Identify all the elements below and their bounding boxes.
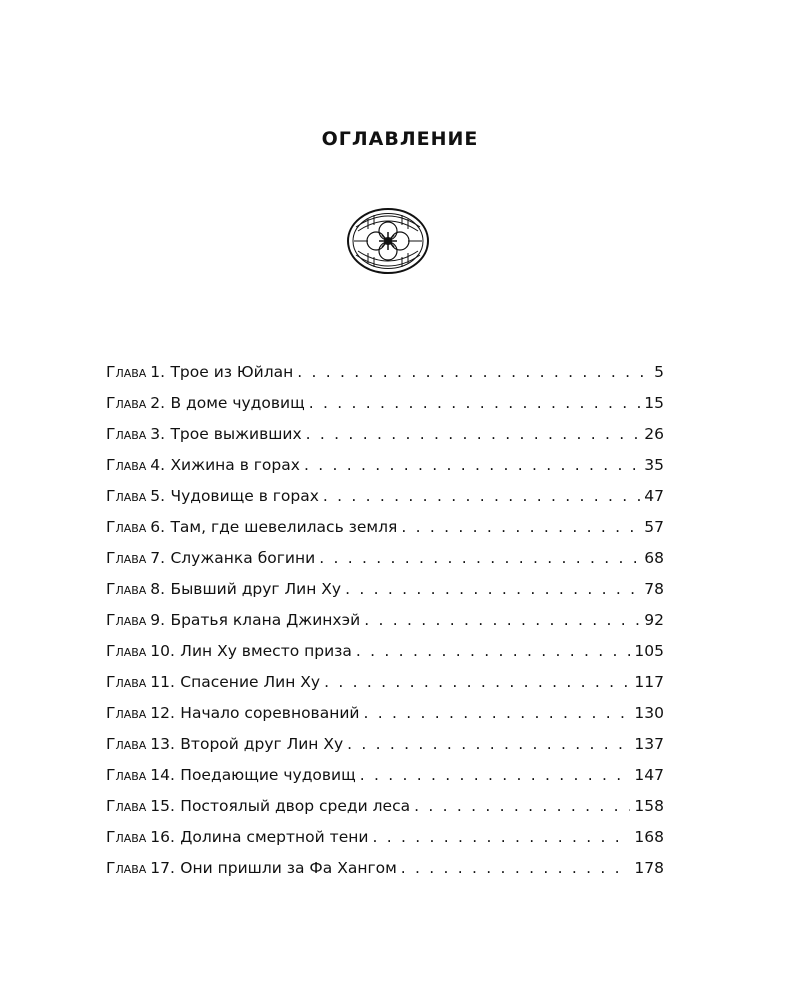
chapter-label: Глава (106, 549, 147, 567)
chapter-title: Трое из Юйлан (170, 363, 294, 381)
chapter-title: В доме чудовищ (170, 394, 305, 412)
chapter-title: Лин Ху вместо приза (180, 642, 352, 660)
toc-entry[interactable] (106, 580, 664, 611)
chapter-title: Они пришли за Фа Хангом (180, 859, 397, 877)
chapter-title: Долина смертной тени (180, 828, 369, 846)
chapter-label: Глава (106, 394, 147, 412)
toc-entry[interactable] (106, 766, 664, 797)
toc-entry[interactable] (106, 363, 664, 394)
chapter-label: Глава (106, 859, 147, 877)
toc-entry[interactable] (106, 673, 664, 704)
toc-list (106, 363, 664, 890)
page-number: 78 (644, 580, 664, 598)
chapter-label: Глава (106, 425, 147, 443)
dot-leader (363, 704, 630, 722)
chapter-number: 2 (150, 394, 161, 412)
chapter-label: Глава (106, 797, 147, 815)
page-number: 26 (644, 425, 664, 443)
toc-entry[interactable] (106, 797, 664, 828)
chapter-title: Начало соревнований (180, 704, 360, 722)
dot-leader (306, 425, 641, 443)
chapter-number-separator: . (160, 425, 166, 443)
chapter-number: 12 (150, 704, 170, 722)
chapter-label: Глава (106, 456, 147, 474)
chapter-number-separator: . (169, 642, 175, 660)
chapter-number: 1 (150, 363, 161, 381)
dot-leader (401, 859, 631, 877)
dot-leader (364, 611, 640, 629)
chapter-number-separator: . (169, 859, 175, 877)
chapter-number-separator: . (169, 766, 175, 784)
chapter-number-separator: . (160, 487, 166, 505)
page-number: 168 (634, 828, 664, 846)
dot-leader (304, 456, 640, 474)
chapter-label: Глава (106, 487, 147, 505)
toc-entry[interactable] (106, 394, 664, 425)
page-title: ОГЛАВЛЕНИЕ (321, 128, 479, 150)
toc-entry[interactable] (106, 642, 664, 673)
toc-entry[interactable] (106, 828, 664, 859)
chapter-title: Трое выживших (170, 425, 302, 443)
page-number: 35 (644, 456, 664, 474)
chapter-number: 16 (150, 828, 170, 846)
dot-leader (356, 642, 630, 660)
chapter-number-separator: . (160, 611, 166, 629)
chapter-number-separator: . (169, 797, 175, 815)
page-number: 57 (644, 518, 664, 536)
chapter-number: 15 (150, 797, 170, 815)
chapter-number: 6 (150, 518, 161, 536)
toc-entry[interactable] (106, 487, 664, 518)
page-number: 5 (654, 363, 664, 381)
page-number: 105 (634, 642, 664, 660)
page-number: 178 (634, 859, 664, 877)
toc-entry[interactable] (106, 704, 664, 735)
chapter-label: Глава (106, 828, 147, 846)
chapter-title: Чудовище в горах (170, 487, 319, 505)
medallion-icon (346, 207, 430, 275)
toc-entry[interactable] (106, 456, 664, 487)
chapter-label: Глава (106, 611, 147, 629)
toc-entry[interactable] (106, 518, 664, 549)
chapter-title: Братья клана Джинхэй (170, 611, 361, 629)
chapter-title: Постоялый двор среди леса (180, 797, 411, 815)
dot-leader (323, 487, 640, 505)
dot-leader (401, 518, 640, 536)
dot-leader (414, 797, 630, 815)
chapter-number: 3 (150, 425, 161, 443)
chapter-number: 5 (150, 487, 161, 505)
chapter-label: Глава (106, 766, 147, 784)
chapter-number: 17 (150, 859, 170, 877)
chapter-label: Глава (106, 363, 147, 381)
chapter-title: Там, где шевелилась земля (170, 518, 398, 536)
chapter-title: Бывший друг Лин Ху (170, 580, 342, 598)
dot-leader (309, 394, 641, 412)
page-number: 147 (634, 766, 664, 784)
chapter-title: Служанка богини (170, 549, 316, 567)
chapter-number: 14 (150, 766, 170, 784)
chapter-number: 9 (150, 611, 161, 629)
page-number: 117 (634, 673, 664, 691)
dot-leader (360, 766, 631, 784)
page-number: 92 (644, 611, 664, 629)
dot-leader (319, 549, 640, 567)
chapter-label: Глава (106, 704, 147, 722)
chapter-number-separator: . (160, 580, 166, 598)
chapter-title: Хижина в горах (170, 456, 300, 474)
chapter-number-separator: . (169, 828, 175, 846)
chapter-number: 13 (150, 735, 170, 753)
dot-leader (372, 828, 630, 846)
chapter-number: 4 (150, 456, 161, 474)
chapter-number: 11 (150, 673, 170, 691)
chapter-label: Глава (106, 673, 147, 691)
dot-leader (297, 363, 650, 381)
chapter-number-separator: . (160, 518, 166, 536)
chapter-number-separator: . (160, 394, 166, 412)
chapter-label: Глава (106, 518, 147, 536)
chapter-label: Глава (106, 642, 147, 660)
page-number: 47 (644, 487, 664, 505)
chapter-label: Глава (106, 580, 147, 598)
chapter-title: Поедающие чудовищ (180, 766, 356, 784)
page-number: 68 (644, 549, 664, 567)
page-number: 137 (634, 735, 664, 753)
chapter-number-separator: . (169, 704, 175, 722)
toc-entry[interactable] (106, 735, 664, 766)
page-number: 130 (634, 704, 664, 722)
chapter-number-separator: . (160, 549, 166, 567)
chapter-number: 7 (150, 549, 161, 567)
chapter-number: 8 (150, 580, 161, 598)
toc-entry[interactable] (106, 859, 664, 890)
chapter-number-separator: . (169, 735, 175, 753)
dot-leader (347, 735, 630, 753)
chapter-label: Глава (106, 735, 147, 753)
chapter-title: Спасение Лин Ху (180, 673, 321, 691)
chapter-number-separator: . (169, 673, 175, 691)
toc-entry[interactable] (106, 425, 664, 456)
chapter-number: 10 (150, 642, 170, 660)
chapter-title: Второй друг Лин Ху (180, 735, 344, 753)
chapter-number-separator: . (160, 363, 166, 381)
page-number: 158 (634, 797, 664, 815)
chapter-number-separator: . (160, 456, 166, 474)
dot-leader (324, 673, 630, 691)
page-number: 15 (644, 394, 664, 412)
toc-entry[interactable] (106, 549, 664, 580)
toc-entry[interactable] (106, 611, 664, 642)
dot-leader (345, 580, 640, 598)
